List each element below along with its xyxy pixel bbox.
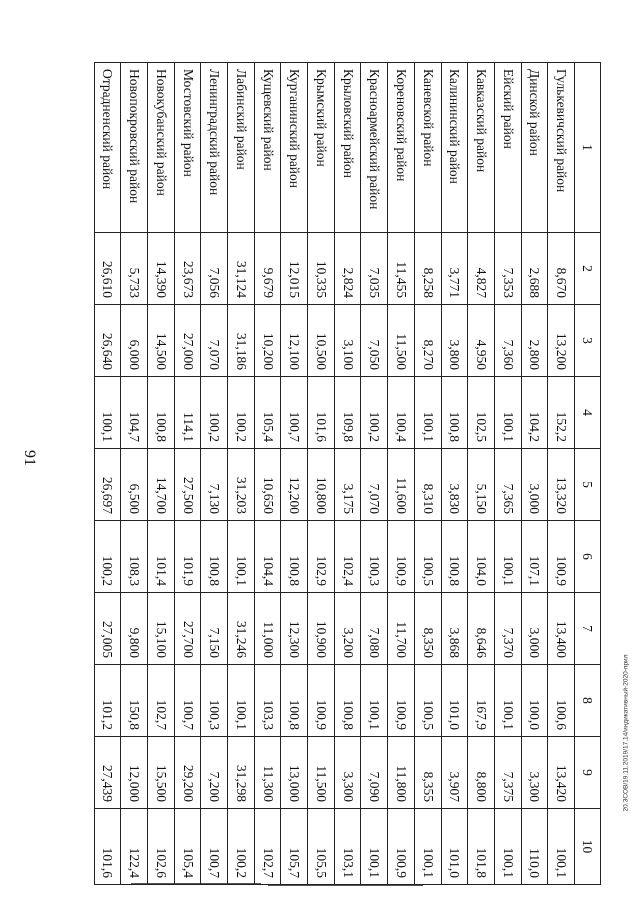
value-cell: 13,200	[548, 305, 575, 377]
value-cell: 100,4	[388, 377, 415, 449]
column-header-2: 2	[575, 233, 601, 305]
value-cell: 8,800	[468, 737, 495, 809]
value-cell: 3,907	[441, 737, 468, 809]
district-name-cell: Отрадненский район	[94, 63, 121, 233]
value-cell: 101,9	[174, 521, 201, 593]
value-cell: 10,900	[308, 593, 335, 665]
column-header-10: 10	[575, 809, 601, 885]
district-name-cell: Курганинский район	[281, 63, 308, 233]
value-cell: 10,650	[254, 449, 281, 521]
value-cell: 10,500	[308, 305, 335, 377]
value-cell: 31,186	[228, 305, 255, 377]
value-cell: 23,673	[174, 233, 201, 305]
district-name-cell: Лабинский район	[228, 63, 255, 233]
value-cell: 3,300	[521, 737, 548, 809]
value-cell: 100,8	[334, 665, 361, 737]
value-cell: 100,1	[228, 521, 255, 593]
value-cell: 11,800	[388, 737, 415, 809]
table-row	[308, 63, 335, 885]
value-cell: 7,360	[494, 305, 521, 377]
table-row	[228, 63, 255, 885]
value-cell: 100,1	[494, 377, 521, 449]
value-cell: 100,1	[494, 665, 521, 737]
value-cell: 12,300	[281, 593, 308, 665]
value-cell: 102,7	[148, 665, 175, 737]
value-cell: 11,600	[388, 449, 415, 521]
district-name-cell: Кущевский район	[254, 63, 281, 233]
value-cell: 100,1	[361, 665, 388, 737]
table-row	[148, 63, 175, 885]
value-cell: 102,6	[148, 809, 175, 885]
value-cell: 7,365	[494, 449, 521, 521]
value-cell: 11,500	[388, 305, 415, 377]
value-cell: 100,1	[414, 377, 441, 449]
value-cell: 8,670	[548, 233, 575, 305]
table-row	[494, 63, 521, 885]
district-name-cell: Крыловский район	[334, 63, 361, 233]
value-cell: 27,500	[174, 449, 201, 521]
value-cell: 101,0	[441, 665, 468, 737]
value-cell: 8,310	[414, 449, 441, 521]
table-row	[361, 63, 388, 885]
district-name-cell: Калининский район	[441, 63, 468, 233]
column-header-4: 4	[575, 377, 601, 449]
value-cell: 100,7	[201, 809, 228, 885]
value-cell: 11,455	[388, 233, 415, 305]
value-cell: 7,130	[201, 449, 228, 521]
district-name-cell: Каневской район	[414, 63, 441, 233]
value-cell: 100,3	[361, 521, 388, 593]
value-cell: 11,300	[254, 737, 281, 809]
value-cell: 10,200	[254, 305, 281, 377]
value-cell: 31,124	[228, 233, 255, 305]
value-cell: 100,1	[94, 377, 121, 449]
value-cell: 6,000	[121, 305, 148, 377]
value-cell: 26,697	[94, 449, 121, 521]
district-name-cell: Кореновский район	[388, 63, 415, 233]
value-cell: 5,733	[121, 233, 148, 305]
page-number: 91	[21, 450, 38, 466]
value-cell: 102,9	[308, 521, 335, 593]
value-cell: 11,700	[388, 593, 415, 665]
value-cell: 103,3	[254, 665, 281, 737]
value-cell: 107,1	[521, 521, 548, 593]
column-header-8: 8	[575, 665, 601, 737]
value-cell: 3,000	[521, 449, 548, 521]
value-cell: 100,2	[94, 521, 121, 593]
district-name-cell: Крымский район	[308, 63, 335, 233]
value-cell: 100,9	[548, 521, 575, 593]
value-cell: 27,000	[174, 305, 201, 377]
value-cell: 122,4	[121, 809, 148, 885]
table-row	[121, 63, 148, 885]
value-cell: 100,7	[174, 665, 201, 737]
value-cell: 3,300	[334, 737, 361, 809]
district-name-cell: Ейский район	[494, 63, 521, 233]
value-cell: 3,000	[521, 593, 548, 665]
table-row	[254, 63, 281, 885]
value-cell: 100,0	[521, 665, 548, 737]
value-cell: 100,8	[201, 521, 228, 593]
value-cell: 105,5	[308, 809, 335, 885]
value-cell: 100,1	[548, 809, 575, 885]
value-cell: 100,1	[414, 809, 441, 885]
value-cell: 12,000	[121, 737, 148, 809]
value-cell: 114,1	[174, 377, 201, 449]
value-cell: 152,2	[548, 377, 575, 449]
value-cell: 3,200	[334, 593, 361, 665]
district-name-cell: Новопокровский район	[121, 63, 148, 233]
value-cell: 13,400	[548, 593, 575, 665]
value-cell: 11,500	[308, 737, 335, 809]
value-cell: 101,2	[94, 665, 121, 737]
value-cell: 105,4	[254, 377, 281, 449]
value-cell: 7,050	[361, 305, 388, 377]
value-cell: 3,771	[441, 233, 468, 305]
district-name-cell: Кавказский район	[468, 63, 495, 233]
value-cell: 101,4	[148, 521, 175, 593]
table-row	[281, 63, 308, 885]
value-cell: 11,000	[254, 593, 281, 665]
value-cell: 14,500	[148, 305, 175, 377]
value-cell: 3,868	[441, 593, 468, 665]
value-cell: 15,500	[148, 737, 175, 809]
value-cell: 100,7	[281, 377, 308, 449]
data-table-rotated	[100, 62, 601, 884]
value-cell: 101,6	[308, 377, 335, 449]
value-cell: 100,9	[388, 809, 415, 885]
value-cell: 26,610	[94, 233, 121, 305]
value-cell: 9,800	[121, 593, 148, 665]
column-header-3: 3	[575, 305, 601, 377]
value-cell: 3,175	[334, 449, 361, 521]
value-cell: 101,8	[468, 809, 495, 885]
value-cell: 150,8	[121, 665, 148, 737]
value-cell: 4,950	[468, 305, 495, 377]
table-row	[94, 63, 121, 885]
value-cell: 13,320	[548, 449, 575, 521]
value-cell: 104,4	[254, 521, 281, 593]
value-cell: 101,6	[94, 809, 121, 885]
value-cell: 7,070	[201, 305, 228, 377]
value-cell: 7,200	[201, 737, 228, 809]
value-cell: 29,200	[174, 737, 201, 809]
value-cell: 7,150	[201, 593, 228, 665]
value-cell: 14,390	[148, 233, 175, 305]
district-name-cell: Ленинградский район	[201, 63, 228, 233]
table-row	[521, 63, 548, 885]
value-cell: 100,6	[548, 665, 575, 737]
value-cell: 100,1	[494, 809, 521, 885]
value-cell: 101,0	[441, 809, 468, 885]
table-row	[201, 63, 228, 885]
value-cell: 100,3	[201, 665, 228, 737]
value-cell: 100,8	[441, 377, 468, 449]
value-cell: 3,830	[441, 449, 468, 521]
value-cell: 100,2	[361, 377, 388, 449]
value-cell: 7,035	[361, 233, 388, 305]
value-cell: 27,439	[94, 737, 121, 809]
table-header-row	[575, 63, 601, 885]
district-data-table	[94, 62, 601, 885]
value-cell: 103,1	[334, 809, 361, 885]
column-header-9: 9	[575, 737, 601, 809]
margin-rule	[268, 885, 423, 886]
value-cell: 7,375	[494, 737, 521, 809]
value-cell: 100,2	[228, 809, 255, 885]
value-cell: 13,000	[281, 737, 308, 809]
value-cell: 13,420	[548, 737, 575, 809]
value-cell: 10,800	[308, 449, 335, 521]
value-cell: 100,9	[388, 521, 415, 593]
value-cell: 7,080	[361, 593, 388, 665]
value-cell: 10,335	[308, 233, 335, 305]
value-cell: 102,5	[468, 377, 495, 449]
value-cell: 12,100	[281, 305, 308, 377]
footer-document-code: 20.ЗСОВ/19.11.2019/17.14/индикативный-2020-прил	[622, 654, 630, 812]
value-cell: 27,005	[94, 593, 121, 665]
value-cell: 100,9	[388, 665, 415, 737]
value-cell: 15,100	[148, 593, 175, 665]
district-name-cell: Мостовский район	[174, 63, 201, 233]
value-cell: 100,8	[281, 521, 308, 593]
column-header-5: 5	[575, 449, 601, 521]
column-header-1: 1	[575, 63, 601, 233]
district-name-cell: Динской район	[521, 63, 548, 233]
value-cell: 7,370	[494, 593, 521, 665]
table-row	[174, 63, 201, 885]
column-header-7: 7	[575, 593, 601, 665]
value-cell: 3,100	[334, 305, 361, 377]
value-cell: 3,800	[441, 305, 468, 377]
district-name-cell: Гулькевичский район	[548, 63, 575, 233]
value-cell: 2,800	[521, 305, 548, 377]
value-cell: 100,2	[228, 377, 255, 449]
value-cell: 100,1	[228, 665, 255, 737]
value-cell: 27,700	[174, 593, 201, 665]
value-cell: 100,9	[308, 665, 335, 737]
value-cell: 104,0	[468, 521, 495, 593]
value-cell: 100,8	[148, 377, 175, 449]
value-cell: 100,5	[414, 665, 441, 737]
value-cell: 100,5	[414, 521, 441, 593]
value-cell: 7,070	[361, 449, 388, 521]
value-cell: 2,688	[521, 233, 548, 305]
table-row	[441, 63, 468, 885]
value-cell: 7,353	[494, 233, 521, 305]
table-row	[334, 63, 361, 885]
value-cell: 2,824	[334, 233, 361, 305]
table-row	[388, 63, 415, 885]
value-cell: 104,2	[521, 377, 548, 449]
value-cell: 100,1	[494, 521, 521, 593]
value-cell: 100,8	[441, 521, 468, 593]
table-row	[468, 63, 495, 885]
value-cell: 26,640	[94, 305, 121, 377]
value-cell: 102,7	[254, 809, 281, 885]
table-row	[414, 63, 441, 885]
district-name-cell: Новокубанский район	[148, 63, 175, 233]
value-cell: 31,203	[228, 449, 255, 521]
column-header-6: 6	[575, 521, 601, 593]
value-cell: 102,4	[334, 521, 361, 593]
value-cell: 8,258	[414, 233, 441, 305]
value-cell: 167,9	[468, 665, 495, 737]
value-cell: 7,090	[361, 737, 388, 809]
value-cell: 8,355	[414, 737, 441, 809]
value-cell: 9,679	[254, 233, 281, 305]
value-cell: 8,350	[414, 593, 441, 665]
value-cell: 8,270	[414, 305, 441, 377]
value-cell: 105,7	[281, 809, 308, 885]
value-cell: 7,056	[201, 233, 228, 305]
value-cell: 31,298	[228, 737, 255, 809]
value-cell: 6,500	[121, 449, 148, 521]
value-cell: 100,2	[201, 377, 228, 449]
value-cell: 105,4	[174, 809, 201, 885]
value-cell: 100,1	[361, 809, 388, 885]
value-cell: 12,200	[281, 449, 308, 521]
value-cell: 108,3	[121, 521, 148, 593]
value-cell: 8,646	[468, 593, 495, 665]
value-cell: 110,0	[521, 809, 548, 885]
value-cell: 100,8	[281, 665, 308, 737]
value-cell: 14,700	[148, 449, 175, 521]
table-body	[94, 63, 574, 885]
value-cell: 31,246	[228, 593, 255, 665]
value-cell: 104,7	[121, 377, 148, 449]
table-row	[548, 63, 575, 885]
value-cell: 4,827	[468, 233, 495, 305]
value-cell: 109,8	[334, 377, 361, 449]
value-cell: 12,015	[281, 233, 308, 305]
district-name-cell: Красноармейский район	[361, 63, 388, 233]
value-cell: 5,150	[468, 449, 495, 521]
